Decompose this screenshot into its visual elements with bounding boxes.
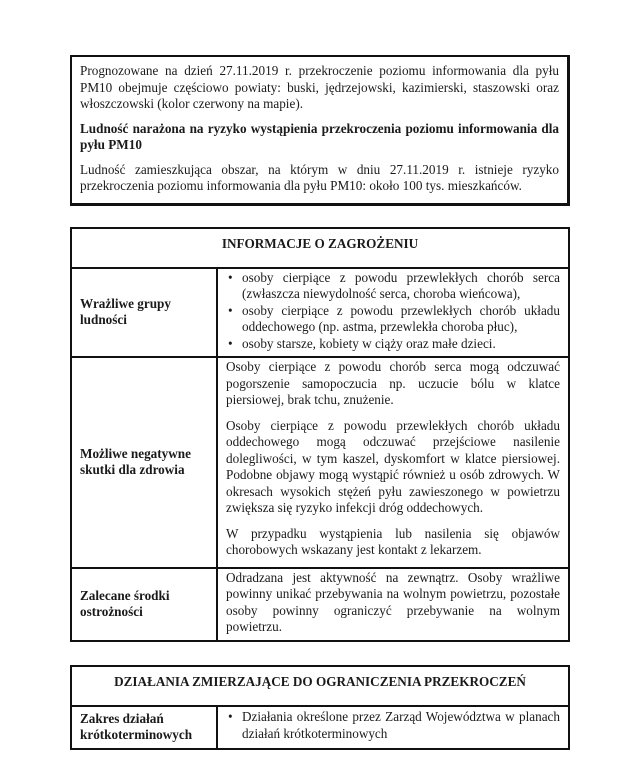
health-effects-paragraph: Osoby cierpiące z powodu chorób serca mogą odczuwać pogorszenie samopoczucia np. uczucie bólu w klatce piersiowej, brak tchu, znużenie.: [226, 359, 560, 407]
threat-info-table: [70, 227, 570, 642]
table-row: [71, 706, 569, 749]
short-term-actions-list: [226, 709, 560, 742]
list-item: • osoby starsze, kobiety w ciąży oraz małe dzieci.: [242, 336, 560, 353]
table-row: [71, 357, 569, 568]
row-label-precautions: Zalecane środki ostrożności: [71, 568, 217, 641]
threat-table-title: INFORMACJE O ZAGROŻENIU: [71, 228, 569, 268]
health-effects-cell: [217, 357, 569, 568]
precautions-cell: Odradzana jest aktywność na zewnątrz. Osoby wrażliwe powinny unikać przebywania na wolnym powietrzu, pozostałe osoby powinny ograniczyć przebywanie na wolnym powietrzu.: [217, 568, 569, 641]
list-item: • osoby cierpiące z powodu przewlekłych chorób serca (zwłaszcza niewydolność serca, choroba wieńcowa),: [242, 270, 560, 303]
actions-table-header-row: [71, 666, 569, 706]
forecast-box: [70, 55, 570, 206]
actions-table: [70, 665, 570, 750]
row-label-health-effects: Możliwe negatywne skutki dla zdrowia: [71, 357, 217, 568]
table-row: [71, 268, 569, 358]
table-row: [71, 568, 569, 641]
health-effects-paragraph: Osoby cierpiące z powodu przewlekłych chorób układu oddechowego mogą odczuwać przejściowe nasilenie dolegliwości, w tym kaszel, dyskomfort w klatce piersiowej. Podobne objawy mogą wystąpić również u osób zdrowych. W okresach wysokich stężeń pyłu zawieszonego w powietrzu zwiększa się ryzyko infekcji dróg oddechowych.: [226, 417, 560, 515]
threat-table-header-row: [71, 228, 569, 268]
list-item: • osoby cierpiące z powodu przewlekłych chorób układu oddechowego (np. astma, przewlekła choroba płuc),: [242, 303, 560, 336]
row-label-short-term-actions: Zakres działań krótkoterminowych: [71, 706, 217, 749]
sensitive-groups-list: [226, 270, 560, 353]
health-effects-paragraph: W przypadku wystąpienia lub nasilenia się objawów chorobowych wskazany jest kontakt z lekarzem.: [226, 525, 560, 557]
forecast-paragraph: Prognozowane na dzień 27.11.2019 r. przekroczenie poziomu informowania dla pyłu PM10 obejmuje częściowo powiaty: buski, jędrzejowski, kazimierski, staszowski oraz włoszczowski (kolor czerwony na mapie).: [80, 63, 559, 111]
exposed-population-text: Ludność zamieszkująca obszar, na którym w dniu 27.11.2019 r. istnieje ryzyko przekroczenia poziomu informowania dla pyłu PM10: około 100 tys. mieszkańców.: [80, 161, 559, 193]
actions-table-title: DZIAŁANIA ZMIERZAJĄCE DO OGRANICZENIA PRZEKROCZEŃ: [71, 666, 569, 706]
list-item: • Działania określone przez Zarząd Województwa w planach działań krótkoterminowych: [242, 709, 560, 742]
short-term-actions-cell: [217, 706, 569, 749]
sensitive-groups-cell: [217, 268, 569, 358]
exposed-population-heading: Ludność narażona na ryzyko wystąpienia przekroczenia poziomu informowania dla pyłu PM10: [80, 120, 559, 152]
row-label-sensitive-groups: Wrażliwe grupy ludności: [71, 268, 217, 358]
